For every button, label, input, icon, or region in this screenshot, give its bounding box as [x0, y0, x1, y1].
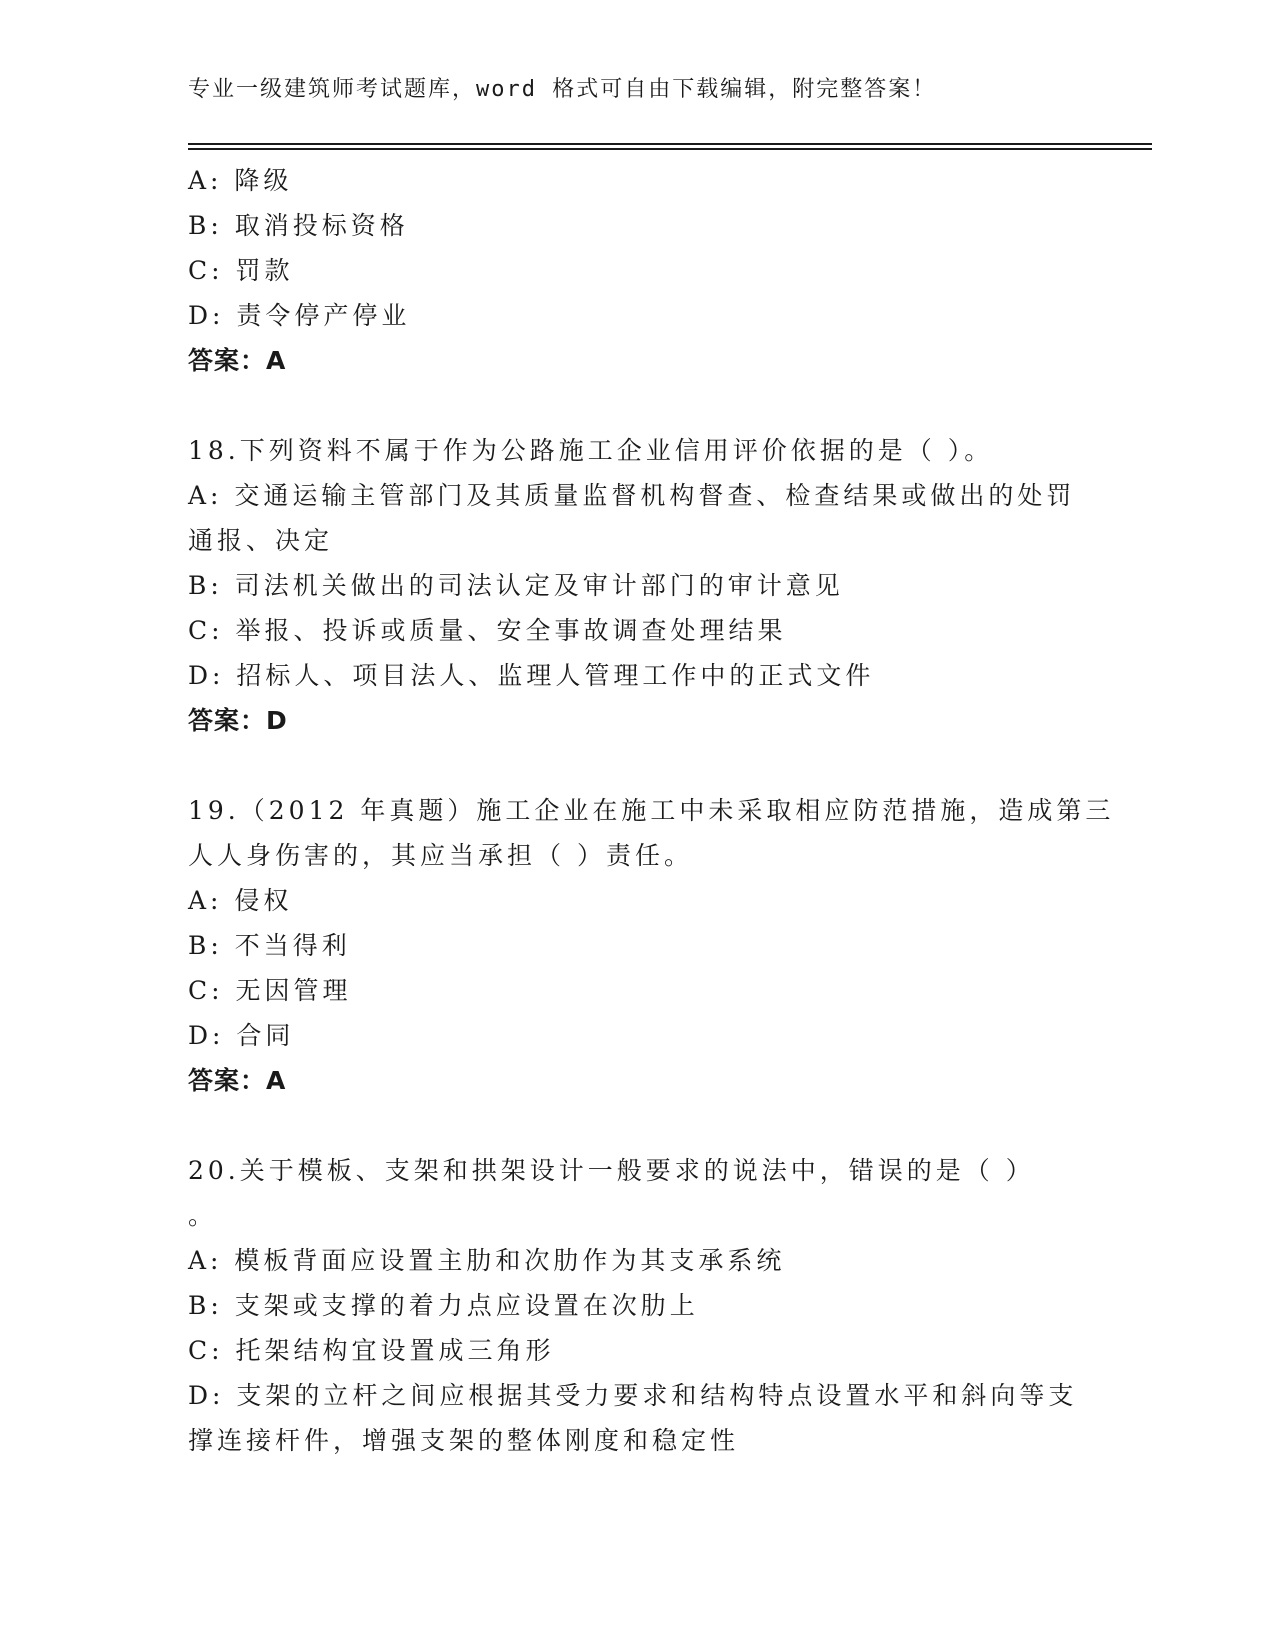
answer: 答案：A [188, 346, 287, 375]
option-c: C: 托架结构宜设置成三角形 [188, 1336, 555, 1365]
option-b: B: 取消投标资格 [188, 211, 409, 240]
question-stem-continued: 。 [188, 1201, 218, 1230]
question-17 [188, 158, 1088, 383]
option-c: C: 举报、投诉或质量、安全事故调查处理结果 [188, 616, 787, 645]
option-a: A: 降级 [188, 166, 293, 195]
option-b: B: 司法机关做出的司法认定及审计部门的审计意见 [188, 571, 844, 600]
answer: 答案：A [188, 1066, 287, 1095]
question-stem: 18.下列资料不属于作为公路施工企业信用评价依据的是（ ）。 [188, 436, 994, 465]
question-19 [188, 788, 1115, 1103]
option-d: D: 招标人、项目法人、监理人管理工作中的正式文件 [188, 661, 875, 690]
header-rule-bottom [188, 148, 1152, 150]
header-rule-top [188, 143, 1152, 145]
option-d: D: 支架的立杆之间应根据其受力要求和结构特点设置水平和斜向等支 [188, 1381, 1078, 1410]
option-d-continued: 撑连接杆件，增强支架的整体刚度和稳定性 [188, 1426, 740, 1455]
option-a-continued: 通报、决定 [188, 526, 334, 555]
option-b: B: 支架或支撑的着力点应设置在次肋上 [188, 1291, 699, 1320]
option-c: C: 无因管理 [188, 976, 352, 1005]
option-d: D: 责令停产停业 [188, 301, 411, 330]
page-header: 专业一级建筑师考试题库，word 格式可自由下载编辑，附完整答案！ [188, 77, 937, 102]
spacer [188, 1103, 1088, 1148]
question-18 [188, 428, 1088, 743]
option-a: A: 侵权 [188, 886, 293, 915]
option-d: D: 合同 [188, 1021, 295, 1050]
question-stem-continued: 人人身伤害的，其应当承担（ ）责任。 [188, 841, 693, 870]
option-c: C: 罚款 [188, 256, 294, 285]
option-b: B: 不当得利 [188, 931, 351, 960]
option-a: A: 模板背面应设置主肋和次肋作为其支承系统 [188, 1246, 786, 1275]
question-stem: 20.关于模板、支架和拱架设计一般要求的说法中，错误的是（ ） [188, 1156, 1035, 1185]
answer: 答案：D [188, 706, 288, 735]
spacer [188, 383, 1088, 428]
question-content [188, 158, 1115, 1463]
question-20 [188, 1148, 1088, 1463]
question-stem: 19.（2012 年真题）施工企业在施工中未采取相应防范措施，造成第三 [188, 796, 1115, 825]
option-a: A: 交通运输主管部门及其质量监督机构督查、检查结果或做出的处罚 [188, 481, 1076, 510]
spacer [188, 743, 1088, 788]
